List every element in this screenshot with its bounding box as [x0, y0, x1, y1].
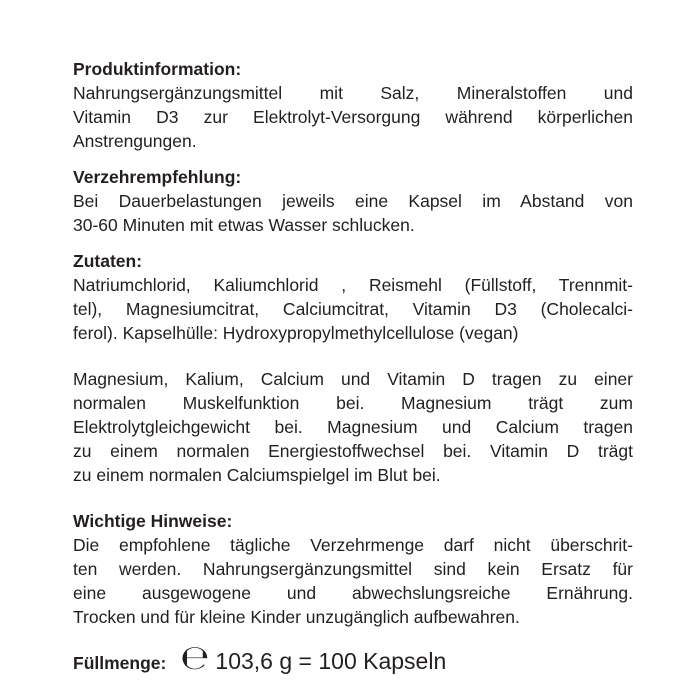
- text-line: zu einem normalen Calciumspielgel im Blut bei.: [73, 465, 441, 485]
- important-notes-heading: Wichtige Hinweise:: [73, 511, 233, 531]
- important-notes-section: [73, 509, 633, 629]
- text-line: zu einem normalen Energiestoffwechsel bei. Vitamin D trägt: [73, 441, 633, 461]
- product-information-text: [73, 81, 633, 153]
- text-line: Die empfohlene tägliche Verzehrmenge darf nicht überschrit-: [73, 535, 633, 555]
- dosage-text: [73, 189, 633, 237]
- fill-quantity-label: Füllmenge:: [73, 653, 167, 673]
- estimated-sign-icon: ℮: [180, 638, 210, 678]
- dosage-section: [73, 165, 633, 237]
- text-line: Magnesium, Kalium, Calcium und Vitamin D tragen zu einer: [73, 369, 633, 389]
- ingredients-heading: Zutaten:: [73, 251, 143, 271]
- product-information-heading: Produktinformation:: [73, 59, 242, 79]
- ingredients-text: [73, 273, 633, 345]
- product-information-section: [73, 57, 633, 153]
- fill-quantity-row: [73, 638, 633, 678]
- text-line: 30-60 Minuten mit etwas Wasser schlucken.: [73, 215, 415, 235]
- text-line: eine ausgewogene und abwechslungsreiche Ernährung.: [73, 583, 633, 603]
- fill-quantity-value: 103,6 g = 100 Kapseln: [215, 648, 447, 674]
- ingredients-section: [73, 249, 633, 345]
- text-line: Natriumchlorid, Kaliumchlorid , Reismehl (Füllstoff, Trennmit-: [73, 275, 633, 295]
- text-line: normalen Muskelfunktion bei. Magnesium trägt zum: [73, 393, 633, 413]
- text-line: Nahrungsergänzungsmittel mit Salz, Mineralstoffen und: [73, 83, 633, 103]
- text-line: Elektrolytgleichgewicht bei. Magnesium und Calcium tragen: [73, 417, 633, 437]
- text-line: tel), Magnesiumcitrat, Calciumcitrat, Vitamin D3 (Cholecalci-: [73, 299, 633, 319]
- text-line: ten werden. Nahrungsergänzungsmittel sind kein Ersatz für: [73, 559, 633, 579]
- text-line: ferol). Kapselhülle: Hydroxypropylmethylcellulose (vegan): [73, 323, 519, 343]
- health-claims-text: [73, 367, 633, 487]
- label-text-panel: [73, 57, 633, 678]
- important-notes-text: [73, 533, 633, 629]
- text-line: Bei Dauerbelastungen jeweils eine Kapsel im Abstand von: [73, 191, 633, 211]
- health-claims-section: [73, 367, 633, 487]
- text-line: Anstrengungen.: [73, 131, 197, 151]
- dosage-heading: Verzehrempfehlung:: [73, 167, 242, 187]
- text-line: Vitamin D3 zur Elektrolyt-Versorgung während körperlichen: [73, 107, 633, 127]
- text-line: Trocken und für kleine Kinder unzugänglich aufbewahren.: [73, 607, 520, 627]
